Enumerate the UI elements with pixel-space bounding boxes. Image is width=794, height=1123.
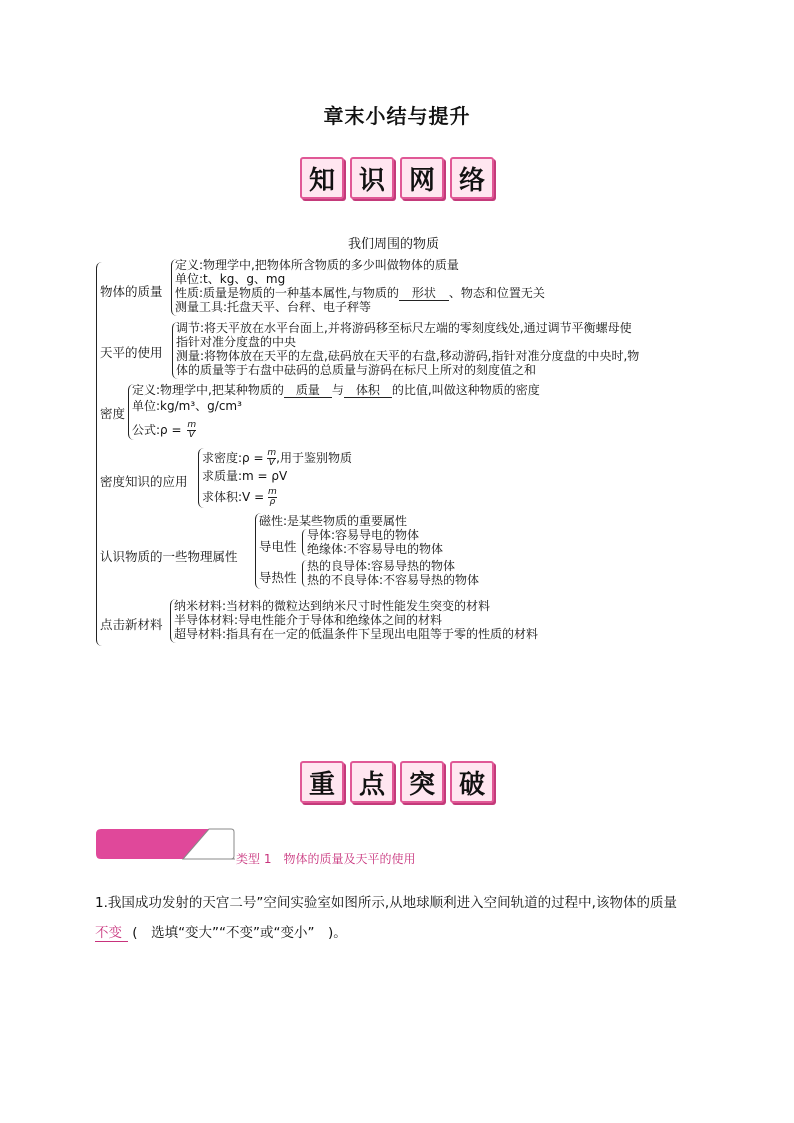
banner-tile: 网 bbox=[400, 157, 444, 199]
category-label-density-application: 密度知识的应用 bbox=[100, 474, 188, 489]
banner-tile: 识 bbox=[350, 157, 394, 199]
find-volume: 求体积:V = $\frac{m}{\rho}$ bbox=[202, 487, 277, 507]
section-banner-key-breakthrough bbox=[300, 761, 494, 803]
section-banner-knowledge-network bbox=[300, 157, 494, 199]
balance-adjust-cont: 指针对准分度盘的中央 bbox=[176, 335, 297, 349]
balance-measure: 测量:将物体放在天平的左盘,砝码放在天平的右盘,移动游码,指针对准分度盘的中央时,物 bbox=[176, 349, 640, 363]
mass-units: 单位:t、kg、g、mg bbox=[175, 272, 286, 286]
density-units: 单位:kg/m³、g/cm³ bbox=[132, 399, 242, 413]
outer-brace bbox=[96, 262, 103, 646]
banner-tile: 重 bbox=[300, 761, 344, 803]
nano-material: 纳米材料:当材料的微粒达到纳米尺寸时性能发生突变的材料 bbox=[174, 599, 491, 613]
banner-tile: 络 bbox=[450, 157, 494, 199]
insulator: 绝缘体:不容易导电的物体 bbox=[307, 542, 444, 556]
magnetism: 磁性:是某些物质的重要属性 bbox=[259, 514, 408, 528]
balance-adjust: 调节:将天平放在水平台面上,并将游码移至标尺左端的零刻度线处,通过调节平衡螺母使 bbox=[176, 321, 632, 335]
category-label-new-materials: 点击新材料 bbox=[100, 617, 163, 632]
banner-tile: 知 bbox=[300, 157, 344, 199]
density-definition: 定义:物理学中,把某种物质的 质量 与 体积 的比值,叫做这种物质的密度 bbox=[132, 383, 540, 397]
conductivity-label: 导电性 bbox=[259, 539, 297, 554]
density-answer-2: 体积 bbox=[344, 384, 392, 398]
banner-tile: 破 bbox=[450, 761, 494, 803]
category-label-density: 密度 bbox=[100, 406, 126, 421]
question-1-answer: 不变 bbox=[95, 925, 128, 942]
banner-tile: 突 bbox=[400, 761, 444, 803]
type-label: 类型 1 物体的质量及天平的使用 bbox=[236, 852, 416, 866]
type-badge-graphic bbox=[95, 828, 235, 860]
network-title: 我们周围的物质 bbox=[348, 237, 440, 252]
thermal-conductivity-label: 导热性 bbox=[259, 570, 297, 585]
question-1: 1.我国成功发射的天宫二号”空间实验室如图所示,从地球顺利进入空间轨道的过程中,该物体的质量 不变 ( 选填“变大”“不变”或“变小” )。 bbox=[95, 895, 677, 941]
find-mass: 求质量:m = ρV bbox=[202, 469, 288, 483]
category-label-balance-use: 天平的使用 bbox=[100, 345, 163, 360]
banner-tile: 点 bbox=[350, 761, 394, 803]
poor-heat-conductor: 热的不良导体:不容易导热的物体 bbox=[307, 573, 480, 587]
category-label-physical-properties: 认识物质的一些物理属性 bbox=[100, 549, 238, 564]
mass-tools: 测量工具:托盘天平、台秤、电子秤等 bbox=[175, 300, 372, 314]
category-label-mass: 物体的质量 bbox=[100, 284, 163, 299]
superconductor-material: 超导材料:指具有在一定的低温条件下呈现出电阻等于零的性质的材料 bbox=[174, 627, 539, 641]
density-formula: 公式:ρ = $\frac{m}{V}$ bbox=[132, 420, 197, 440]
balance-measure-cont: 体的质量等于右盘中砝码的总质量与游码在标尺上所对的刻度值之和 bbox=[176, 363, 537, 377]
page-title: 章末小结与提升 bbox=[323, 104, 471, 128]
good-heat-conductor: 热的良导体:容易导热的物体 bbox=[307, 559, 456, 573]
find-density: 求密度:ρ = $\frac{m}{V}$ ,用于鉴别物质 bbox=[202, 448, 352, 468]
mass-definition: 定义:物理学中,把物体所含物质的多少叫做物体的质量 bbox=[175, 258, 459, 272]
mass-property-answer: 形状 bbox=[399, 287, 449, 301]
density-answer-1: 质量 bbox=[284, 384, 332, 398]
conductor: 导体:容易导电的物体 bbox=[307, 528, 420, 542]
semiconductor-material: 半导体材料:导电性能介于导体和绝缘体之间的材料 bbox=[174, 613, 443, 627]
mass-property: 性质:质量是物质的一种基本属性,与物质的 形状 、物态和位置无关 bbox=[175, 286, 545, 300]
